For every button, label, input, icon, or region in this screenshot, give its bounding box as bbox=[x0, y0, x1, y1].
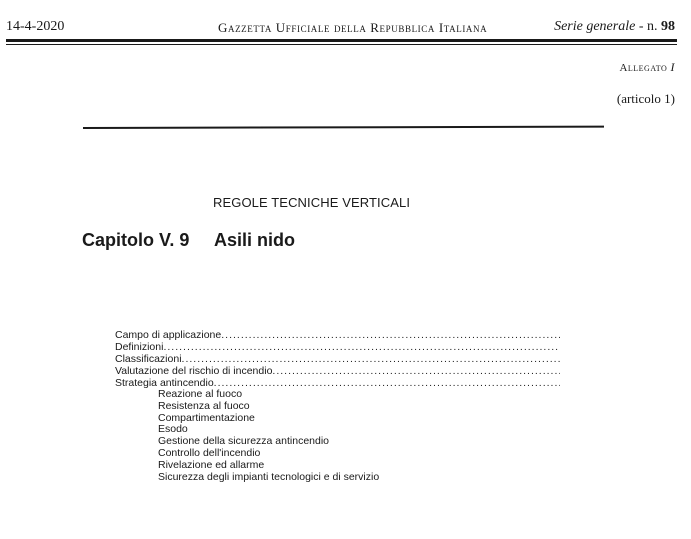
serie-label: Serie generale bbox=[554, 19, 636, 34]
chapter-number: Capitolo V. 9 bbox=[82, 230, 190, 250]
allegato-text: Allegato bbox=[619, 62, 668, 74]
section-title: REGOLE TECNICHE VERTICALI bbox=[213, 195, 411, 210]
serie-number: 98 bbox=[661, 19, 675, 34]
toc-sub-entry: Controllo dell'incendio bbox=[158, 446, 261, 459]
articolo-reference: (articolo 1) bbox=[616, 91, 675, 106]
toc-entry-label: Classificazioni bbox=[115, 353, 182, 365]
header-title: Gazzetta Ufficiale della Repubblica Italiana bbox=[218, 20, 488, 35]
toc-entry bbox=[115, 329, 560, 341]
document-rule bbox=[83, 126, 604, 129]
chapter-heading bbox=[82, 230, 295, 251]
toc-leader-dots bbox=[182, 353, 560, 365]
header-serie bbox=[554, 19, 675, 35]
toc-leader-dots bbox=[214, 377, 560, 389]
toc-entry-label: Valutazione del rischio di incendio bbox=[115, 365, 273, 377]
toc-entry bbox=[115, 365, 560, 377]
allegato-number: I bbox=[670, 60, 675, 74]
toc-sub-entries bbox=[158, 389, 379, 483]
header-date: 14-4-2020 bbox=[6, 19, 65, 34]
toc-entry bbox=[115, 353, 560, 365]
allegato-label bbox=[619, 60, 675, 75]
toc-sub-entry: Esodo bbox=[158, 423, 188, 436]
serie-separator: - n. bbox=[635, 19, 661, 34]
toc-sub-entry: Resistenza al fuoco bbox=[158, 399, 250, 412]
toc-entry-label: Definizioni bbox=[115, 341, 164, 353]
toc-entry-label: Campo di applicazione bbox=[115, 329, 222, 341]
toc-leader-dots bbox=[272, 365, 560, 377]
toc-sub-entry: Gestione della sicurezza antincendio bbox=[158, 435, 330, 448]
toc-sub-entry: Sicurezza degli impianti tecnologici e di servizio bbox=[158, 470, 380, 483]
table-of-contents bbox=[115, 329, 560, 389]
toc-sub-entry: Compartimentazione bbox=[158, 411, 255, 424]
toc-leader-dots bbox=[221, 329, 560, 341]
toc-leader-dots bbox=[163, 341, 560, 353]
toc-sub-entry: Rivelazione ed allarme bbox=[158, 458, 265, 471]
toc-entry bbox=[115, 341, 560, 353]
toc-entry-label: Strategia antincendio bbox=[115, 377, 214, 389]
header-rule-thin bbox=[6, 44, 677, 45]
chapter-title: Asili nido bbox=[214, 230, 295, 250]
header-rule-thick bbox=[6, 39, 677, 42]
toc-sub-entry: Reazione al fuoco bbox=[158, 388, 243, 400]
